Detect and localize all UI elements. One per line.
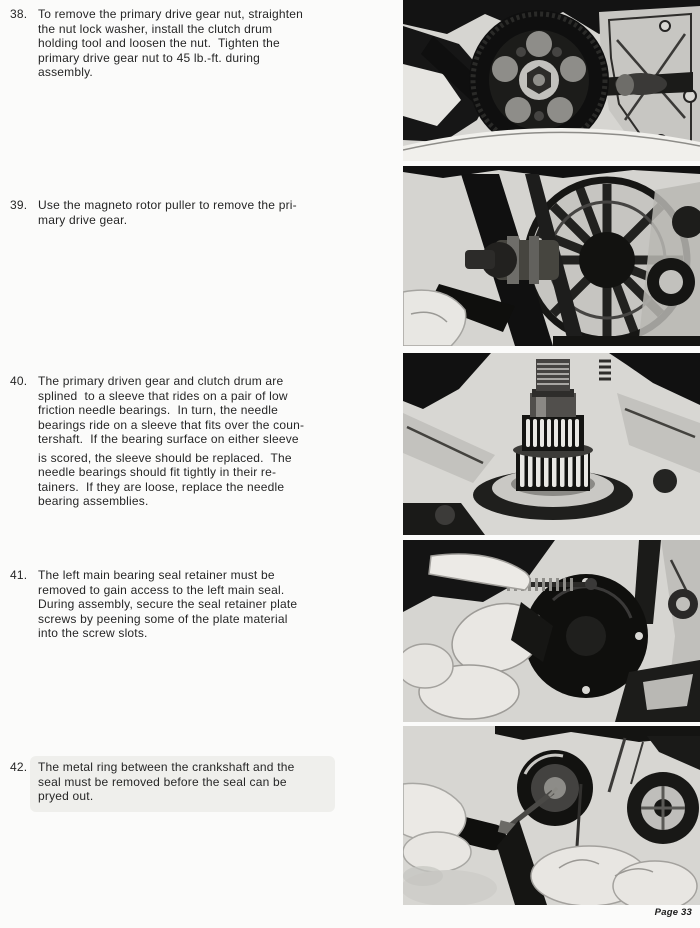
step-line: tainers. If they are loose, replace the needle (38, 479, 285, 494)
step-42 (0, 760, 400, 804)
step-line: screws by peening some of the plate material (38, 611, 288, 626)
step-line: seal must be removed before the seal can be (38, 774, 287, 789)
step-line: The metal ring between the crankshaft and the (38, 760, 295, 774)
seal-retainer-plate-photo (403, 540, 700, 722)
step-line: The left main bearing seal retainer must be (38, 568, 275, 582)
step-line: bearing assemblies. (38, 494, 149, 508)
step-line: splined to a sleeve that rides on a pair of low (38, 388, 288, 403)
step-line: Use the magneto rotor puller to remove the pri- (38, 198, 297, 212)
seal-ring-prying-photo (403, 726, 700, 905)
step-line: needle bearings should fit tightly in their re- (38, 465, 277, 479)
step-line: holding tool and loosen the nut. Tighten the (38, 36, 280, 50)
step-38 (0, 7, 400, 80)
step-number: 39. (10, 198, 28, 212)
step-line: pryed out. (38, 789, 94, 803)
step-number: 42. (10, 760, 28, 774)
footer-page-number: Page 33 (654, 907, 692, 918)
step-line: To remove the primary drive gear nut, straighten (38, 7, 304, 21)
step-line: tershaft. If the bearing surface on either sleeve (38, 432, 299, 446)
step-line: friction needle bearings. In turn, the needle (38, 403, 279, 417)
step-41 (0, 568, 400, 641)
step-line: mary drive gear. (38, 212, 128, 227)
step-line: removed to gain access to the left main seal. (38, 582, 285, 597)
step-text (38, 198, 378, 227)
step-line: During assembly, secure the seal retainer plate (38, 597, 298, 611)
step-text (38, 568, 378, 641)
step-line: assembly. (38, 65, 93, 79)
clutch-drum-holding-tool-photo (403, 0, 700, 161)
step-number: 38. (10, 7, 28, 21)
step-39 (0, 198, 400, 227)
step-number: 40. (10, 374, 28, 388)
step-text (38, 760, 378, 804)
step-line: primary drive gear nut to 45 lb.-ft. during (38, 50, 261, 65)
step-line: the nut lock washer, install the clutch drum (38, 21, 273, 36)
step-text (38, 374, 378, 509)
magneto-rotor-puller-photo (403, 166, 700, 346)
step-line: bearings ride on a sleeve that fits over the coun- (38, 417, 305, 432)
step-number: 41. (10, 568, 28, 582)
step-line: is scored, the sleeve should be replaced. The (38, 450, 292, 465)
step-line: into the screw slots. (38, 626, 148, 640)
step-40 (0, 374, 400, 509)
step-text (38, 7, 378, 80)
step-line: The primary driven gear and clutch drum are (38, 374, 284, 388)
needle-bearing-and-sleeve-photo (403, 353, 700, 535)
